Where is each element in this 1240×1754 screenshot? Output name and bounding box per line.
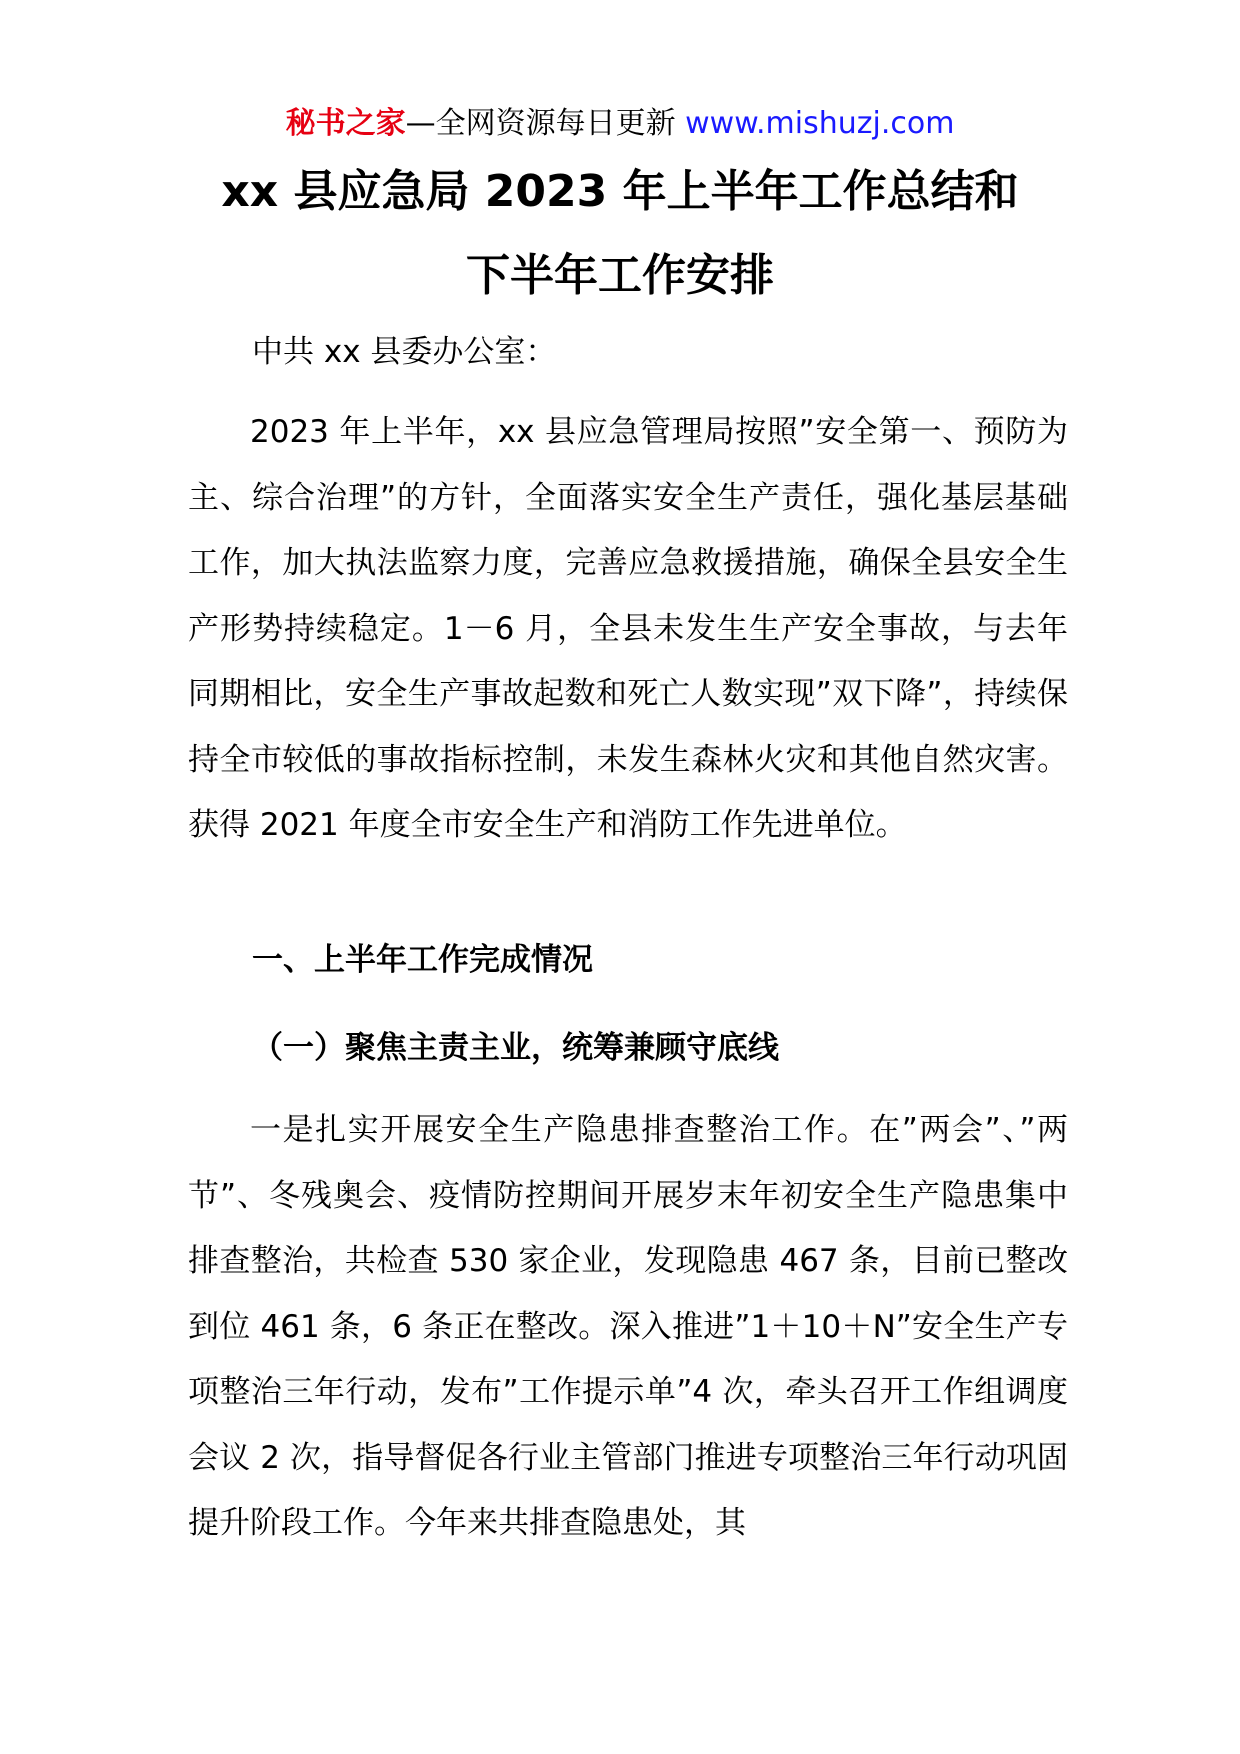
subsection-heading: （一）聚焦主责主业，统筹兼顾守底线 xyxy=(252,1030,779,1066)
document-title-line-2: 下半年工作安排 xyxy=(466,250,774,301)
section-heading: 一、上半年工作完成情况 xyxy=(252,942,593,978)
banner-tagline: —全网资源每日更新 xyxy=(405,106,686,141)
document-title-line-1: xx 县应急局 2023 年上半年工作总结和 xyxy=(221,166,1019,217)
brand-name: 秘书之家 xyxy=(285,106,406,141)
site-banner xyxy=(0,102,1240,146)
paragraph-intro: 2023 年上半年，xx 县应急管理局按照”安全第一、预防为主、综合治理”的方针，全面落实安全生产责任，强化基层基础工作，加大执法监察力度，完善应急救援措施，确保全县安全生产形势持续稳定。1－6 月，全县未发生生产安全事故，与去年同期相比，安全生产事故起数和死亡人数实现”双下降”，持续保持全市较低的事故指标控制，未发生森林火灾和其他自然灾害。获得 2021 年度全市安全生产和消防工作先进单位。 xyxy=(188,414,1068,843)
paragraph-body: 一是扎实开展安全生产隐患排查整治工作。在”两会”、”两节”、冬残奥会、疫情防控期间开展岁末年初安全生产隐患集中排查整治，共检查 530 家企业，发现隐患 467 条，目前已整改到位 461 条，6 条正在整改。深入推进”1＋10＋N”安全生产专项整治三年行动，发布”工作提示单”4 次，牵头召开工作组调度会议 2 次，指导督促各行业主管部门推进专项整治三年行动巩固提升阶段工作。今年来共排查隐患处，其 xyxy=(188,1112,1068,1541)
addressee: 中共 xx 县委办公室： xyxy=(252,334,557,370)
site-url[interactable]: www.mishuzj.com xyxy=(685,106,955,141)
